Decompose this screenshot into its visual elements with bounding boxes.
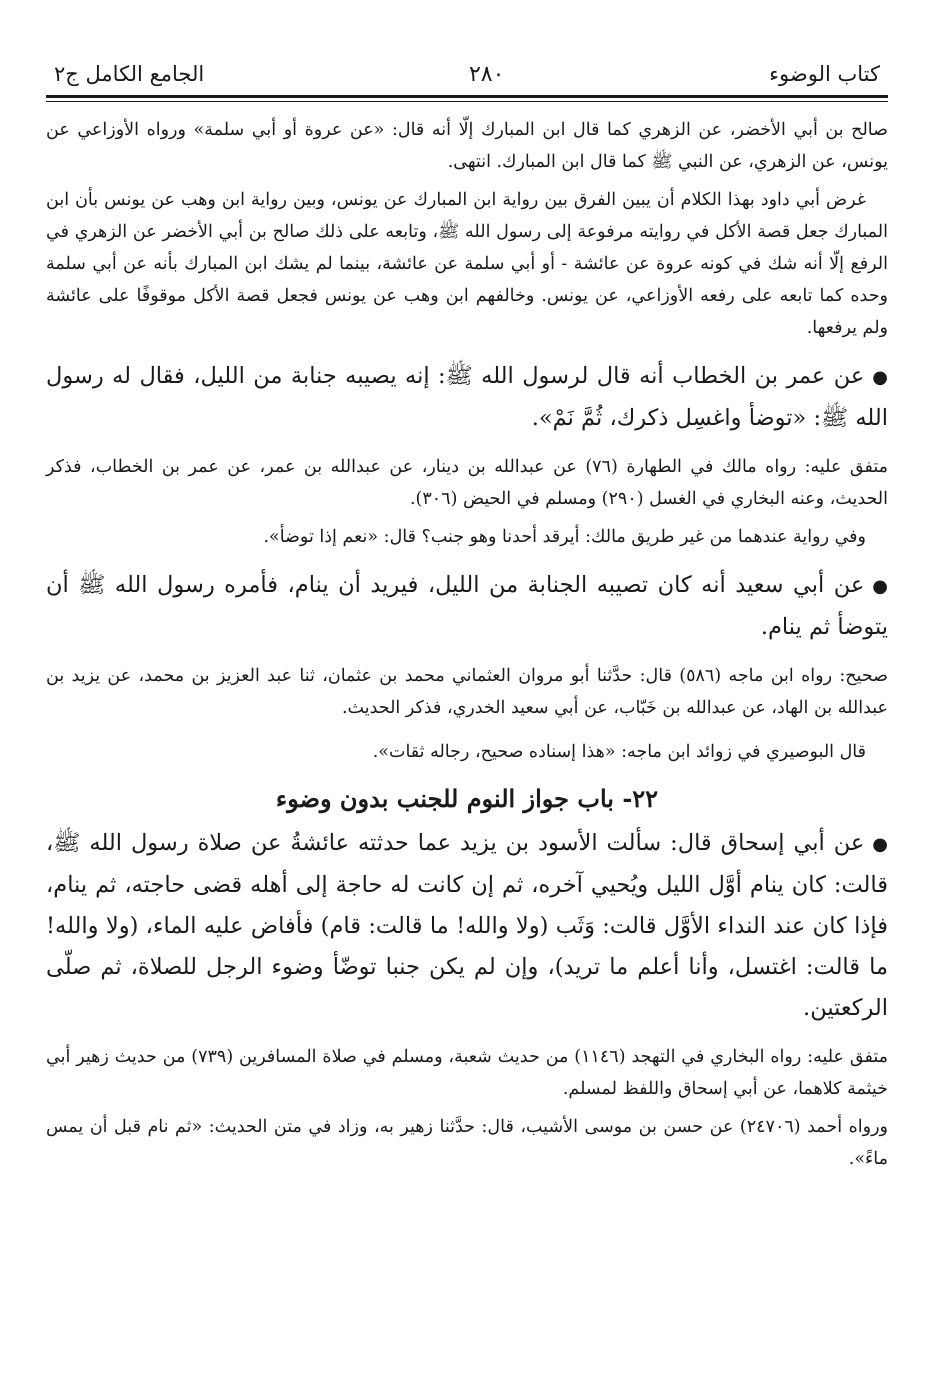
commentary-paragraph: غرض أبي داود بهذا الكلام أن يبين الفرق بين رواية ابن المبارك عن يونس، وبين رواية ابن وهب عن يونس بأن ابن المبارك جعل قصة الأكل في روايته مرفوعة إلى رسول الله ﷺ، وتابعه على ذلك صالح بن أبي الأخضر عن الزهري في الرفع إلّا أنه شك في كونه عروة عن عائشة - أو أبي سلمة عن عائشة، بينما لم يشك ابن المبارك بأنه عن أبي سلمة وحده كما تابعه على رفعه الأوزاعي، عن يونس. وخالفهم ابن وهب عن يونس فجعل قصة الأكل موقوفًا على عائشة ولم يرفعها.	[46, 190, 888, 338]
takhrij-paragraph: متفق عليه: رواه مالك في الطهارة (٧٦) عن عبدالله بن دينار، عن عبدالله بن عمر، عن عمر بن الخطاب، فذكر الحديث، وعنه البخاري في الغسل (٢٩٠) ومسلم في الحيض (٣٠٦).	[46, 457, 889, 509]
bullet-icon: ●	[872, 367, 888, 388]
takhrij-paragraph: صحيح: رواه ابن ماجه (٥٨٦) قال: حدَّثنا أبو مروان العثماني محمد بن عثمان، ثنا عبد العزيز بن محمد، عن يزيد بن عبدالله بن الهاد، عن عبدالله بن خَبّاب، عن أبي سعيد الخدري، فذكر الحديث.	[46, 666, 888, 718]
commentary-paragraph: صالح بن أبي الأخضر، عن الزهري كما قال ابن المبارك إلّا أنه قال: «عن عروة أو أبي سلمة» ورواه الأوزاعي عن يونس، عن الزهري، عن النبي ﷺ كما قال ابن المبارك. انتهى.	[46, 120, 888, 172]
page-number: ٢٨٠	[468, 62, 505, 87]
header-book-title: الجامع الكامل ج٢	[54, 62, 205, 86]
hadith-text: عن أبي سعيد أنه كان تصيبه الجنابة من الليل، فيريد أن ينام، فأمره رسول الله ﷺ أن يتوضأ ثم ينام.	[46, 572, 888, 640]
bullet-icon: ●	[872, 576, 888, 597]
hadith-paragraph	[46, 823, 888, 1029]
takhrij-paragraph: ورواه أحمد (٢٤٧٠٦) عن حسن بن موسى الأشيب، قال: حدَّثنا زهير به، وزاد في متن الحديث: «ثم نام قبل أن يمس ماءً».	[46, 1117, 888, 1169]
header-rule-thin	[46, 101, 888, 102]
hadith-text: عن عمر بن الخطاب أنه قال لرسول الله ﷺ: إنه يصيبه جنابة من الليل، فقال له رسول الله ﷺ: «توضأ واغسِل ذكرك، ثُمَّ نَمْ».	[46, 363, 888, 431]
takhrij-paragraph: وفي رواية عندهما من غير طريق مالك: أيرقد أحدنا وهو جنب؟ قال: «نعم إذا توضأ».	[263, 527, 866, 547]
running-header	[46, 62, 888, 95]
hadith-paragraph	[46, 356, 888, 439]
hadith-text: عن أبي إسحاق قال: سألت الأسود بن يزيد عما حدثته عائشةُ عن صلاة رسول الله ﷺ، قالت: كان ينام أوَّل الليل ويُحيي آخره، ثم إن كانت له حاجة إلى أهله قضى حاجته، ثم ينام، فإذا كان عند النداء الأوَّل قالت: وَثَب (ولا والله! ما قالت: قام) فأفاض عليه الماء، (ولا والله! ما قالت: اغتسل، وأنا أعلم ما تريد)، وإن لم يكن جنبا توضّأ وضوء الرجل للصلاة، ثم صلّى الركعتين.	[46, 830, 888, 1021]
hadith-paragraph	[46, 565, 888, 648]
bullet-icon: ●	[872, 834, 888, 855]
takhrij-paragraph: قال البوصيري في زوائد ابن ماجه: «هذا إسناده صحيح، رجاله ثقات».	[372, 742, 866, 762]
header-book-section: كتاب الوضوء	[769, 62, 880, 86]
chapter-title: ٢٢- باب جواز النوم للجنب بدون وضوء	[275, 784, 659, 813]
takhrij-paragraph: متفق عليه: رواه البخاري في التهجد (١١٤٦) من حديث شعبة، ومسلم في صلاة المسافرين (٧٣٩) من حديث زهير أبي خيثمة كلاهما، عن أبي إسحاق واللفظ لمسلم.	[46, 1047, 888, 1099]
header-rule-thick	[46, 95, 888, 98]
page-body	[46, 114, 888, 1175]
